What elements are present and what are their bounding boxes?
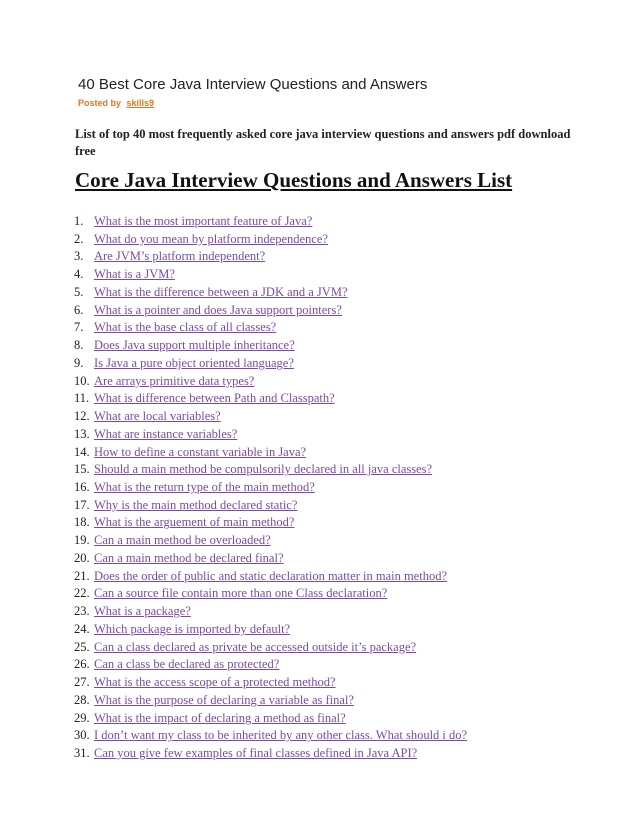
question-item [74,692,467,710]
question-link[interactable]: What is difference between Path and Classpath? [94,391,335,406]
question-link[interactable]: What are instance variables? [94,426,238,441]
question-number: 8. [74,338,84,353]
question-link[interactable]: What is the access scope of a protected method? [94,675,336,690]
author-link[interactable]: skills9 [126,98,155,108]
question-number: 23. [74,604,90,619]
question-link[interactable]: Does Java support multiple inheritance? [94,338,295,353]
question-number: 5. [74,284,84,299]
intro-paragraph: List of top 40 most frequently asked core java interview questions and answers pdf download free [75,127,571,158]
question-number: 6. [74,302,84,317]
question-item [74,532,467,550]
question-item [74,284,467,302]
question-item [74,248,467,266]
question-item [74,213,467,231]
question-number: 16. [74,480,90,495]
question-link[interactable]: Can a main method be overloaded? [94,533,271,548]
question-link[interactable]: What are local variables? [94,409,221,424]
question-link[interactable]: Does the order of public and static declaration matter in main method? [94,568,448,583]
question-number: 10. [74,373,90,388]
question-link[interactable]: What is a JVM? [94,267,175,282]
question-list [74,213,467,763]
question-number: 17. [74,497,90,512]
question-number: 11. [74,391,90,406]
question-item [74,408,467,426]
question-item [74,656,467,674]
question-number: 21. [74,568,90,583]
question-item [74,337,467,355]
question-number: 19. [74,533,90,548]
question-item [74,710,467,728]
question-item [74,355,467,373]
question-number: 28. [74,692,90,707]
question-number: 12. [74,409,90,424]
question-item [74,461,467,479]
posted-by-label: Posted by [78,98,122,108]
question-number: 24. [74,621,90,636]
question-link[interactable]: What is the impact of declaring a method as final? [94,710,346,725]
question-link[interactable]: Can you give few examples of final classes defined in Java API? [94,746,418,761]
question-item [74,266,467,284]
page-title: 40 Best Core Java Interview Questions and Answers [78,76,428,93]
question-number: 29. [74,710,90,725]
question-item [74,621,467,639]
question-number: 20. [74,550,90,565]
question-number: 3. [74,249,84,264]
question-number: 14. [74,444,90,459]
question-number: 30. [74,728,90,743]
question-link[interactable]: Why is the main method declared static? [94,497,298,512]
question-link[interactable]: Can a class be declared as protected? [94,657,280,672]
question-item [74,603,467,621]
question-number: 4. [74,267,84,282]
question-number: 22. [74,586,90,601]
question-link[interactable]: Are arrays primitive data types? [94,373,255,388]
posted-by-line [78,98,154,108]
question-link[interactable]: What is the difference between a JDK and a JVM? [94,284,348,299]
question-item [74,585,467,603]
question-link[interactable]: What is a pointer and does Java support pointers? [94,302,342,317]
question-link[interactable]: I don’t want my class to be inherited by any other class. What should i do? [94,728,468,743]
question-link[interactable]: What is the most important feature of Java? [94,214,313,228]
question-number: 18. [74,515,90,530]
list-heading: Core Java Interview Questions and Answers List [75,168,513,192]
question-number: 26. [74,657,90,672]
question-number: 7. [74,320,84,335]
question-item [74,674,467,692]
question-item [74,550,467,568]
question-link[interactable]: What is the return type of the main method? [94,480,315,495]
question-item [74,727,467,745]
question-number: 1. [74,214,84,228]
question-item [74,319,467,337]
question-link[interactable]: What do you mean by platform independence? [94,231,328,246]
question-link[interactable]: What is the purpose of declaring a variable as final? [94,692,354,707]
question-item [74,568,467,586]
question-number: 2. [74,231,84,246]
question-item [74,373,467,391]
question-number: 25. [74,639,90,654]
question-item [74,444,467,462]
question-item [74,745,467,763]
question-link[interactable]: Can a main method be declared final? [94,550,284,565]
question-link[interactable]: What is the base class of all classes? [94,320,277,335]
question-link[interactable]: What is the arguement of main method? [94,515,295,530]
question-link[interactable]: How to define a constant variable in Java? [94,444,307,459]
question-number: 13. [74,426,90,441]
question-number: 27. [74,675,90,690]
question-number: 9. [74,355,84,370]
question-number: 15. [74,462,90,477]
question-link[interactable]: Can a source file contain more than one Class declaration? [94,586,388,601]
question-item [74,426,467,444]
question-link[interactable]: Is Java a pure object oriented language? [94,355,294,370]
question-item [74,231,467,249]
question-number: 31. [74,746,90,761]
question-item [74,514,467,532]
question-item [74,479,467,497]
question-item [74,390,467,408]
question-link[interactable]: Are JVM’s platform independent? [94,249,266,264]
question-link[interactable]: Which package is imported by default? [94,621,291,636]
question-item [74,302,467,320]
question-link[interactable]: What is a package? [94,604,191,619]
question-link[interactable]: Can a class declared as private be accessed outside it’s package? [94,639,417,654]
question-item [74,497,467,515]
question-item [74,639,467,657]
question-link[interactable]: Should a main method be compulsorily declared in all java classes? [94,462,433,477]
